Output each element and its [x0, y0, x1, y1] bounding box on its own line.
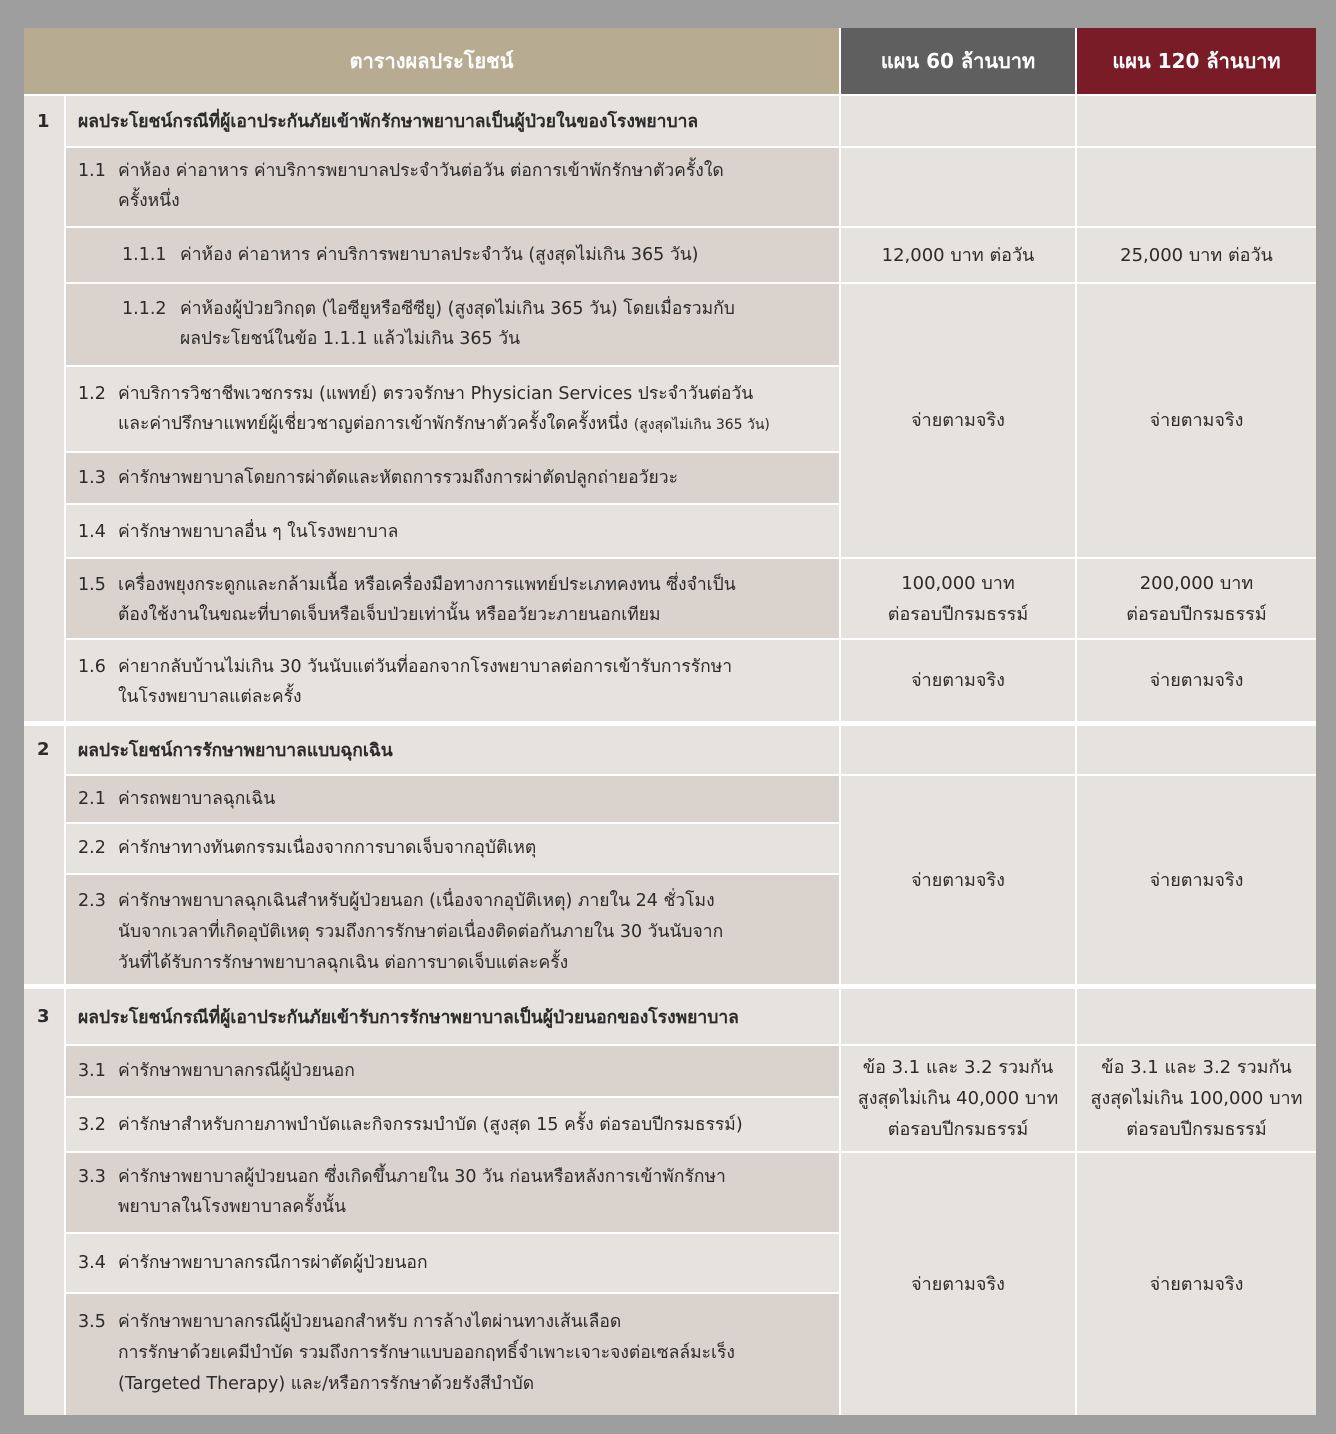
- value-line: สูงสุดไม่เกิน 40,000 บาท: [857, 1088, 1059, 1109]
- value-line: จ่ายตามจริง: [911, 1273, 1005, 1295]
- item-text-line: ค่ารักษาพยาบาลกรณีผู้ป่วยนอก: [118, 1061, 355, 1081]
- benefit-row: [66, 148, 841, 228]
- item-text-line: (Targeted Therapy) และ/หรือการรักษาด้วยรังสีบำบัด: [118, 1374, 535, 1394]
- item-text-line: วันที่ได้รับการรักษาพยาบาลฉุกเฉิน ต่อการบาดเจ็บแต่ละครั้ง: [118, 953, 569, 973]
- value-line: 12,000 บาท ต่อวัน: [881, 244, 1035, 266]
- item-text-line: ค่ารักษาพยาบาลผู้ป่วยนอก ซึ่งเกิดขึ้นภายใน 30 วัน ก่อนหรือหลังการเข้าพักรักษา: [118, 1167, 726, 1187]
- item-number: 1.2: [78, 384, 106, 404]
- item-number: 1.1: [78, 161, 106, 181]
- item-text-line: ผลประโยชน์ในข้อ 1.1.1 แล้วไม่เกิน 365 วัน: [180, 329, 521, 349]
- item-text-line: ค่าห้อง ค่าอาหาร ค่าบริการพยาบาลประจำวัน (สูงสุดไม่เกิน 365 วัน): [180, 245, 699, 265]
- section-title-text: ผลประโยชน์กรณีที่ผู้เอาประกันภัยเข้ารับการรักษาพยาบาลเป็นผู้ป่วยนอกของโรงพยาบาล: [78, 1007, 739, 1028]
- item-number: 2.3: [78, 891, 106, 911]
- item-text-line: พยาบาลในโรงพยาบาลครั้งนั้น: [118, 1197, 346, 1217]
- item-number: 3.3: [78, 1167, 106, 1187]
- section-title-text: ผลประโยชน์กรณีที่ผู้เอาประกันภัยเข้าพักรักษาพยาบาลเป็นผู้ป่วยในของโรงพยาบาล: [78, 112, 699, 132]
- item-number: 1.3: [78, 468, 106, 488]
- table-title-text: ตารางผลประโยชน์: [349, 49, 514, 73]
- value-line: จ่ายตามจริง: [1149, 670, 1244, 691]
- item-text-line: ต้องใช้งานในขณะที่บาดเจ็บหรือเจ็บป่วยเท่านั้น หรืออวัยวะภายนอกเทียม: [118, 605, 661, 625]
- item-note: (สูงสุดไม่เกิน 365 วัน): [633, 417, 770, 433]
- item-number: 3.4: [78, 1253, 106, 1273]
- section-1-number-cell: [24, 96, 66, 723]
- item-text-line: ค่ารักษาพยาบาลกรณีการผ่าตัดผู้ป่วยนอก: [118, 1253, 428, 1273]
- value-line: 200,000 บาท: [1139, 572, 1254, 594]
- plan-120-value: [1077, 228, 1316, 284]
- value-line: 25,000 บาท ต่อวัน: [1120, 244, 1273, 266]
- value-line: 100,000 บาท: [901, 572, 1015, 594]
- section-title: [66, 726, 841, 776]
- benefit-row: [66, 228, 841, 284]
- empty-cell: [841, 148, 1077, 228]
- value-line: จ่ายตามจริง: [1149, 869, 1244, 891]
- item-text-line: นับจากเวลาที่เกิดอุบัติเหตุ รวมถึงการรักษาต่อเนื่องติดต่อกันภายใน 30 วันนับจาก: [118, 922, 724, 942]
- value-line: ข้อ 3.1 และ 3.2 รวมกัน: [862, 1057, 1054, 1078]
- value-line: จ่ายตามจริง: [911, 869, 1005, 891]
- benefit-row: [66, 367, 841, 453]
- plan-120-value: [1077, 1046, 1316, 1153]
- plan-60-value: [841, 1046, 1077, 1153]
- value-line: ข้อ 3.1 และ 3.2 รวมกัน: [1101, 1057, 1292, 1078]
- benefit-row: [66, 284, 841, 367]
- plan-60-value: [841, 640, 1077, 723]
- empty-cell: [1077, 148, 1316, 228]
- empty-cell: [1077, 989, 1316, 1046]
- item-number: 1.1.2: [122, 299, 167, 319]
- value-line: ต่อรอบปีกรมธรรม์: [887, 1119, 1029, 1140]
- table-title: [24, 28, 841, 96]
- item-number: 1.6: [78, 657, 106, 677]
- item-text-line: การรักษาด้วยเคมีบำบัด รวมถึงการรักษาแบบออกฤทธิ์จำเพาะเจาะจงต่อเซลล์มะเร็ง: [118, 1343, 735, 1363]
- section-2-number-cell: [24, 726, 66, 986]
- plan-60-header: [841, 28, 1077, 96]
- benefit-row: [66, 559, 841, 640]
- plan-120-header-text: แผน 120 ล้านบาท: [1112, 49, 1281, 73]
- item-text-line: ค่าห้อง ค่าอาหาร ค่าบริการพยาบาลประจำวันต่อวัน ต่อการเข้าพักรักษาตัวครั้งใด: [118, 161, 724, 181]
- value-line: ต่อรอบปีกรมธรรม์: [1126, 1119, 1267, 1140]
- item-number: 2.2: [78, 838, 106, 858]
- item-number: 3.5: [78, 1312, 106, 1332]
- plan-60-value: [841, 1153, 1077, 1415]
- item-text-line: ค่ารักษาพยาบาลกรณีผู้ป่วยนอกสำหรับ การล้างไตผ่านทางเส้นเลือด: [118, 1312, 622, 1332]
- item-text-line: ครั้งหนึ่ง: [118, 191, 180, 211]
- item-number: 1.5: [78, 575, 106, 595]
- item-text-line: ค่ารักษาพยาบาลโดยการผ่าตัดและหัตถการรวมถึงการผ่าตัดปลูกถ่ายอวัยวะ: [118, 468, 678, 488]
- section-number: 3: [37, 1006, 50, 1027]
- item-number: 3.2: [78, 1115, 106, 1135]
- plan-120-value: [1077, 640, 1316, 723]
- plan-120-header: [1077, 28, 1316, 96]
- item-text-line: ค่าบริการวิชาชีพเวชกรรม (แพทย์) ตรวจรักษา Physician Services ประจำวันต่อวัน: [118, 384, 754, 404]
- benefit-row: [66, 824, 841, 875]
- item-text-line: และค่าปรึกษาแพทย์ผู้เชี่ยวชาญต่อการเข้าพักรักษาตัวครั้งใดครั้งหนึ่ง: [118, 414, 629, 434]
- empty-cell: [841, 989, 1077, 1046]
- item-text-line: ในโรงพยาบาลแต่ละครั้ง: [118, 687, 302, 707]
- item-number: 3.1: [78, 1061, 106, 1081]
- plan-120-value: [1077, 559, 1316, 640]
- section-title: [66, 96, 841, 148]
- item-number: 1.1.1: [122, 245, 167, 265]
- plan-60-value: [841, 228, 1077, 284]
- value-line: จ่ายตามจริง: [911, 410, 1005, 431]
- value-line: สูงสุดไม่เกิน 100,000 บาท: [1090, 1088, 1303, 1109]
- benefits-table: [24, 28, 1316, 1415]
- benefit-row: [66, 1153, 841, 1234]
- value-line: จ่ายตามจริง: [1149, 1273, 1244, 1295]
- section-number: 1: [37, 111, 50, 132]
- section-title: [66, 989, 841, 1046]
- benefit-row: [66, 1046, 841, 1098]
- benefit-row: [66, 505, 841, 559]
- benefit-row: [66, 453, 841, 505]
- section-title-text: ผลประโยชน์การรักษาพยาบาลแบบฉุกเฉิน: [78, 741, 393, 761]
- benefit-row: [66, 875, 841, 986]
- section-number: 2: [37, 739, 50, 760]
- item-text-line: เครื่องพยุงกระดูกและกล้ามเนื้อ หรือเครื่องมือทางการแพทย์ประเภทคงทน ซึ่งจำเป็น: [118, 575, 736, 595]
- plan-60-value: [841, 284, 1077, 559]
- value-line: จ่ายตามจริง: [1149, 410, 1244, 431]
- item-text-line: ค่ารถพยาบาลฉุกเฉิน: [118, 789, 276, 809]
- item-text-line: ค่ารักษาทางทันตกรรมเนื่องจากการบาดเจ็บจากอุบัติเหตุ: [118, 838, 537, 858]
- value-line: จ่ายตามจริง: [911, 670, 1005, 691]
- benefit-row: [66, 1098, 841, 1153]
- plan-60-value: [841, 559, 1077, 640]
- empty-cell: [841, 96, 1077, 148]
- section-3-number-cell: [24, 989, 66, 1415]
- value-line: ต่อรอบปีกรมธรรม์: [1126, 603, 1267, 625]
- plan-120-value: [1077, 284, 1316, 559]
- benefit-row: [66, 776, 841, 824]
- benefit-row: [66, 1234, 841, 1294]
- empty-cell: [1077, 96, 1316, 148]
- item-text-line: ค่ารักษาสำหรับกายภาพบำบัดและกิจกรรมบำบัด (สูงสุด 15 ครั้ง ต่อรอบปีกรมธรรม์): [118, 1115, 743, 1135]
- plan-60-header-text: แผน 60 ล้านบาท: [880, 49, 1036, 73]
- item-number: 2.1: [78, 789, 106, 809]
- item-number: 1.4: [78, 522, 106, 542]
- item-text-line: ค่ายากลับบ้านไม่เกิน 30 วันนับแต่วันที่ออกจากโรงพยาบาลต่อการเข้ารับการรักษา: [118, 657, 733, 677]
- item-text-line: ค่ารักษาพยาบาลอื่น ๆ ในโรงพยาบาล: [118, 522, 399, 542]
- value-line: ต่อรอบปีกรมธรรม์: [887, 603, 1029, 625]
- plan-120-value: [1077, 1153, 1316, 1415]
- item-text-line: ค่าห้องผู้ป่วยวิกฤต (ไอซียูหรือซีซียู) (สูงสุดไม่เกิน 365 วัน) โดยเมื่อรวมกับ: [180, 299, 735, 319]
- benefit-row: [66, 1294, 841, 1415]
- item-text-line: ค่ารักษาพยาบาลฉุกเฉินสำหรับผู้ป่วยนอก (เนื่องจากอุบัติเหตุ) ภายใน 24 ชั่วโมง: [118, 891, 715, 911]
- benefit-row: [66, 640, 841, 723]
- empty-cell: [1077, 726, 1316, 776]
- plan-120-value: [1077, 776, 1316, 986]
- plan-60-value: [841, 776, 1077, 986]
- empty-cell: [841, 726, 1077, 776]
